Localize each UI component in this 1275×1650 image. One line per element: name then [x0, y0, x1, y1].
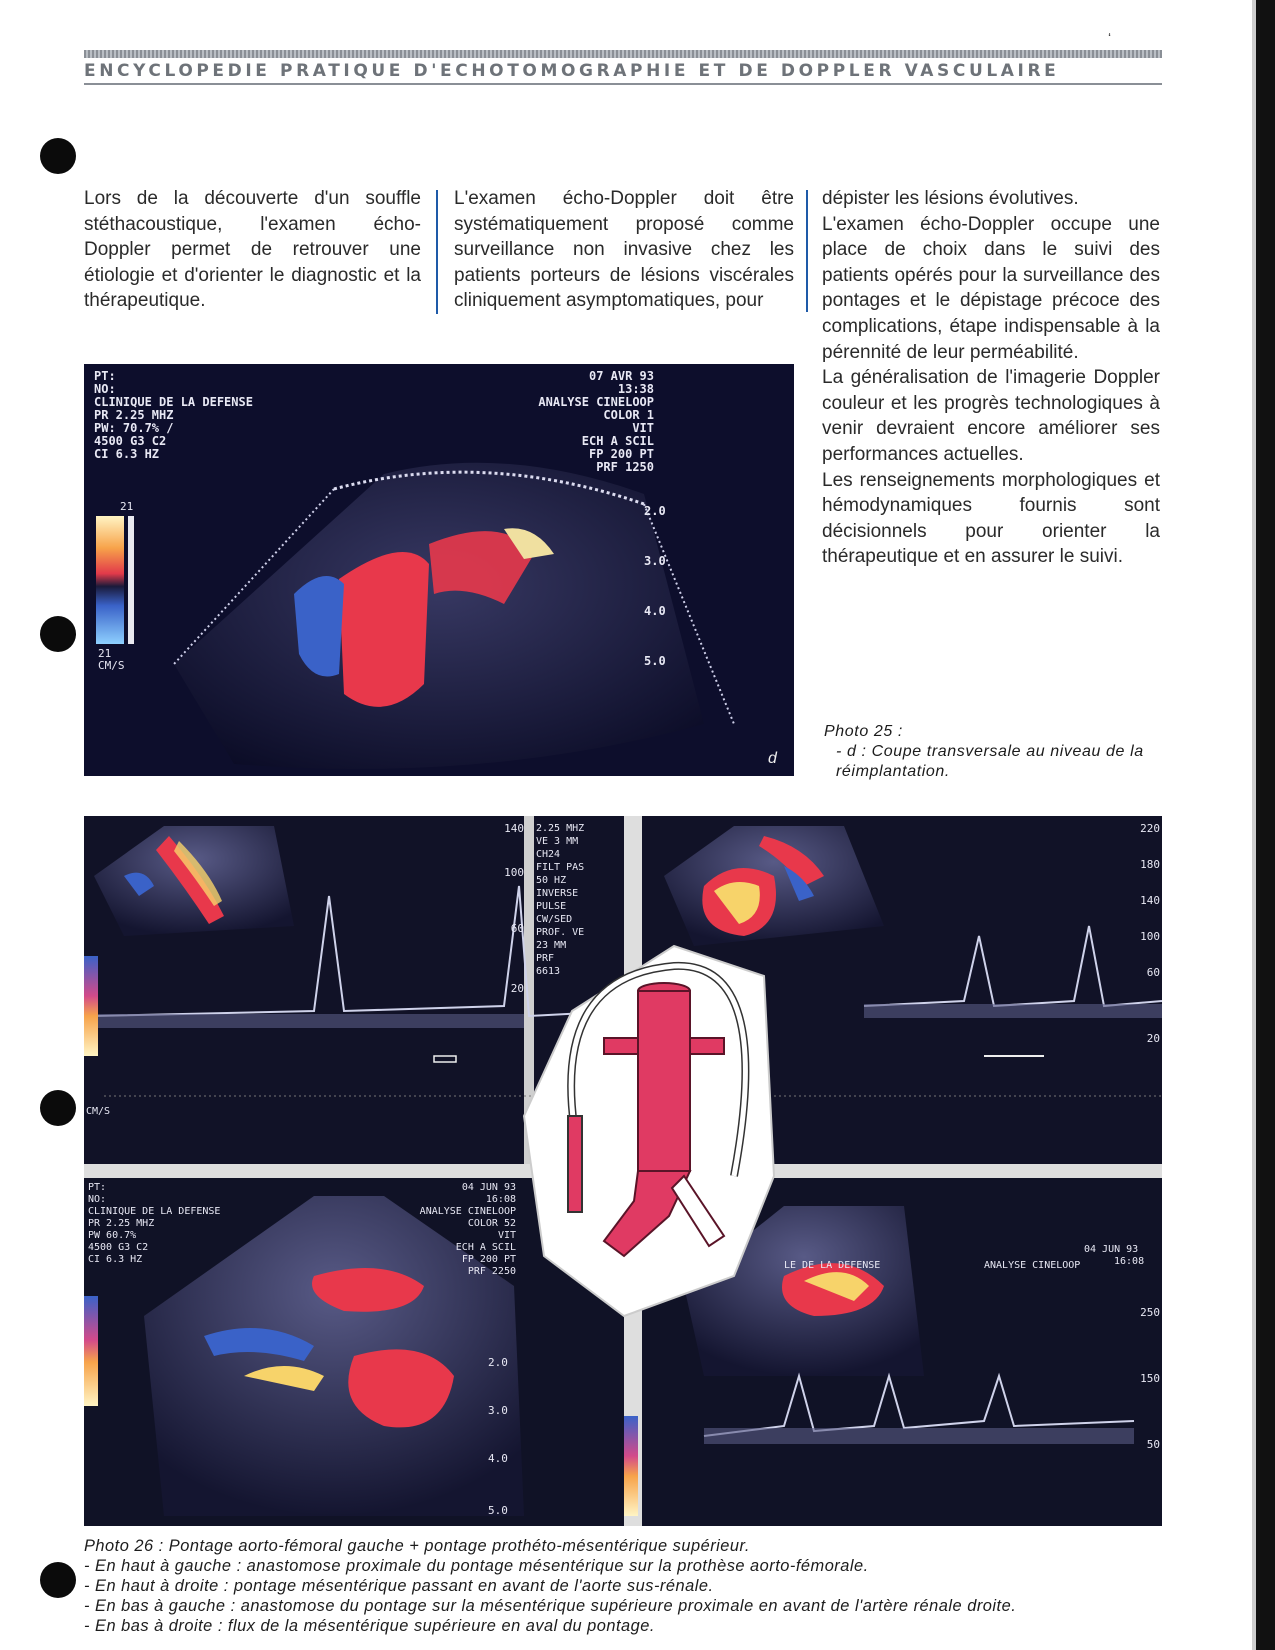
overlay-line: 13:38: [617, 382, 654, 396]
overlay-line: PW 60.7%: [88, 1230, 137, 1241]
photo-26-composite: [84, 816, 1162, 1526]
overlay-line: 04 JUN 93: [1084, 1244, 1139, 1255]
param-line: CH24: [536, 849, 561, 860]
binder-hole-icon: [40, 138, 76, 174]
column-rule: [806, 190, 808, 312]
depth-tick: 3.0: [488, 1404, 508, 1417]
overlay-line: COLOR 1: [603, 408, 654, 422]
overlay-line: NO:: [88, 1194, 107, 1205]
overlay-line: ECH A SCIL: [455, 1242, 516, 1253]
header-bar: [84, 50, 1162, 58]
param-line: CW/SED: [536, 914, 573, 925]
overlay-line: PRF 1250: [596, 460, 654, 474]
overlay-line: PR 2.25 MHZ: [88, 1218, 155, 1229]
binder-hole-icon: [40, 616, 76, 652]
scale-tick: 50: [1146, 1438, 1160, 1451]
caption-title: Photo 25 :: [824, 723, 903, 740]
scale-tick: 250: [1140, 1306, 1160, 1319]
overlay-line: ANALYSE CINELOOP: [984, 1260, 1081, 1271]
scan-parameters-bottom-left: [88, 1182, 220, 1266]
paragraph: L'examen écho-Doppler occupe une place de choix dans le suivi des patients opérés pour la surveillance des pontages et le dépistage précoce des complications, étape indispensable à la pérennité de leur perméabilité.: [822, 213, 1160, 363]
caption-text: - d : Coupe transversale au niveau de la réimplantation.: [836, 743, 1144, 780]
header-title: ENCYCLOPEDIE PRATIQUE D'ECHOTOMOGRAPHIE ET DE DOPPLER VASCULAIRE: [84, 61, 1060, 81]
column-rule: [436, 190, 438, 314]
param-line: 23 MM: [536, 940, 567, 951]
overlay-line: CLINIQUE DE LA DEFENSE: [94, 395, 253, 409]
param-line: 2.25 MHZ: [536, 823, 585, 834]
paragraph: L'examen écho-Doppler doit être systématiquement proposé comme surveillance non invasive chez les patients porteurs de lésions viscérales cliniquement asymptomatiques, pour: [454, 188, 794, 312]
doppler-parameters: [536, 822, 584, 978]
overlay-line: PW: 70.7% /: [94, 421, 174, 435]
scale-unit: CM/S: [86, 1106, 111, 1117]
scale-tick: 20: [510, 982, 524, 995]
scale-label: 21: [98, 647, 112, 660]
depth-tick: 2.0: [644, 504, 666, 518]
caption-line: - En haut à droite : pontage mésentérique passant en avant de l'aorte sus-rénale.: [84, 1577, 714, 1596]
scale-tick: 60: [510, 922, 524, 935]
param-line: PULSE: [536, 901, 567, 912]
scale-tick: 150: [1140, 1372, 1160, 1385]
overlay-line: 4500 G3 C2: [88, 1242, 149, 1253]
paragraph: La généralisation de l'imagerie Doppler couleur et les progrès technologiques à venir devraient encore améliorer ses performances actuelles.: [822, 367, 1160, 465]
overlay-line: COLOR 52: [467, 1218, 516, 1229]
scale-tick: 60: [1146, 966, 1160, 979]
param-line: VE 3 MM: [536, 836, 579, 847]
overlay-line: ANALYSE CINELOOP: [419, 1206, 516, 1217]
paragraph: Les renseignements morphologiques et hémodynamiques fournis sont décisionnels pour orienter la thérapeutique et en assurer le suivi.: [822, 469, 1160, 568]
paragraph: Lors de la découverte d'un souffle stéthacoustique, l'examen écho-Doppler permet de retrouver une étiologie et d'orienter le diagnostic et la thérapeutique.: [84, 188, 421, 312]
depth-tick: 2.0: [488, 1356, 508, 1369]
caption-line: - En haut à gauche : anastomose proximale du pontage mésentérique sur la prothèse aorto-fémorale.: [84, 1557, 869, 1576]
overlay-line: PT:: [88, 1182, 107, 1193]
text-column-2: [454, 186, 794, 314]
overlay-line: PR 2.25 MHZ: [94, 408, 174, 422]
overlay-line: CI 6.3 HZ: [94, 447, 160, 461]
overlay-line: 16:08: [485, 1194, 516, 1205]
text-column-3: [822, 186, 1160, 570]
color-scale-max: 21: [120, 500, 134, 513]
param-line: PROF. VE: [536, 927, 585, 938]
scale-tick: 140: [1140, 894, 1160, 907]
photo-25-ultrasound: [84, 364, 794, 776]
depth-tick: 4.0: [644, 604, 666, 618]
overlay-line: FP 200 PT: [588, 447, 654, 461]
photo-25-caption: [824, 722, 1164, 782]
depth-tick: 4.0: [488, 1452, 508, 1465]
overlay-line: PRF 2250: [467, 1266, 516, 1277]
param-line: 50 HZ: [536, 875, 567, 886]
param-line: PRF: [536, 953, 555, 964]
overlay-line: VIT: [497, 1230, 516, 1241]
overlay-line: 16:08: [1114, 1256, 1145, 1267]
caption-line: Photo 26 : Pontage aorto-fémoral gauche + pontage prothéto-mésentérique supérieur.: [84, 1537, 750, 1555]
scale-unit: CM/S: [98, 659, 125, 672]
overlay-line: 04 JUN 93: [461, 1182, 516, 1193]
scale-tick: 20: [1146, 1032, 1160, 1045]
depth-tick: 5.0: [488, 1504, 508, 1517]
composite-image: [84, 816, 1162, 1526]
page-edge: [1252, 0, 1275, 1650]
paragraph: dépister les lésions évolutives.: [822, 188, 1079, 209]
overlay-line: CLINIQUE DE LA DEFENSE: [88, 1206, 221, 1217]
header-rule: [84, 83, 1162, 85]
param-line: 6613: [536, 966, 561, 977]
panel-letter: d: [768, 750, 777, 767]
overlay-line: CI 6.3 HZ: [88, 1254, 143, 1265]
scan-parameters-left: [94, 370, 253, 461]
overlay-line: VIT: [632, 421, 654, 435]
overlay-line: LE DE LA DEFENSE: [784, 1260, 881, 1271]
overlay-line: 4500 G3 C2: [94, 434, 167, 448]
text-column-1: [84, 186, 421, 314]
scale-tick: 100: [504, 866, 524, 879]
overlay-line: 07 AVR 93: [588, 369, 654, 383]
photo-26-caption: [84, 1536, 1244, 1636]
depth-tick: 3.0: [644, 554, 666, 568]
binder-hole-icon: [40, 1090, 76, 1126]
depth-tick: 5.0: [644, 654, 666, 668]
scale-tick: 100: [1140, 930, 1160, 943]
overlay-line: ECH A SCIL: [581, 434, 654, 448]
color-scale-min: [98, 648, 125, 672]
overlay-line: ANALYSE CINELOOP: [538, 395, 654, 409]
param-line: FILT PAS: [536, 862, 585, 873]
caption-line: - En bas à gauche : anastomose du pontage sur la mésentérique supérieure proximale en avant de l'artère rénale droite.: [84, 1597, 1017, 1616]
scan-parameters-right: [494, 370, 654, 474]
param-line: INVERSE: [536, 888, 579, 899]
scale-tick: 220: [1140, 822, 1160, 835]
caption-line: - En bas à droite : flux de la mésentérique supérieure en aval du pontage.: [84, 1617, 655, 1636]
scale-tick: 140: [504, 822, 524, 835]
scan-parameters-bottom-left-right: [384, 1182, 516, 1278]
binder-hole-icon: [40, 1562, 76, 1598]
overlay-line: PT:: [94, 369, 116, 383]
scale-tick: 180: [1140, 858, 1160, 871]
corner-mark: ʻ: [1108, 30, 1112, 46]
overlay-line: NO:: [94, 382, 116, 396]
overlay-line: FP 200 PT: [461, 1254, 516, 1265]
